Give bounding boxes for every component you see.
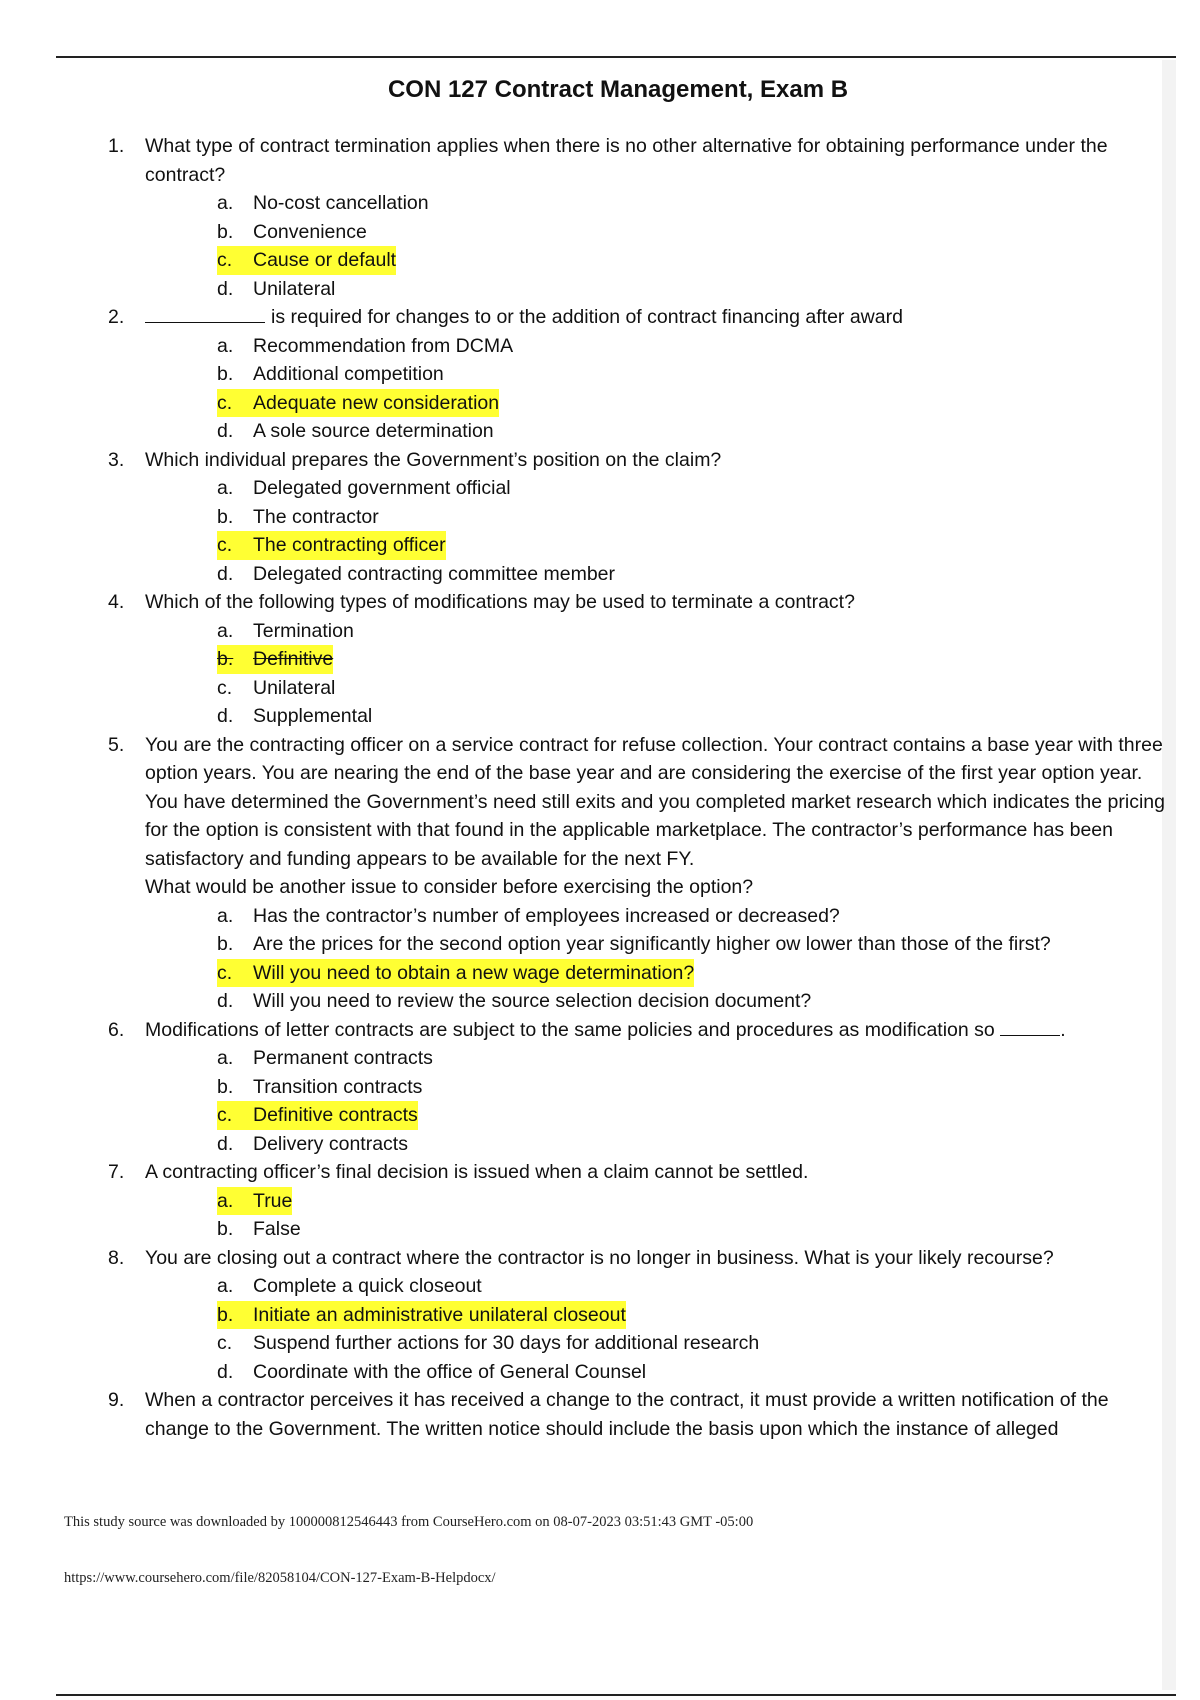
question-number: 6. [108, 1018, 125, 1041]
question-number: 3. [108, 448, 125, 471]
option-d: d. A sole source determination [217, 420, 494, 442]
option-b: b. The contractor [217, 505, 379, 528]
option-d: d. Delegated contracting committee member [217, 562, 615, 585]
option-c: c. Suspend further actions for 30 days for additional research [217, 1332, 760, 1354]
option-d: d. Unilateral [217, 277, 336, 300]
option-d: d. Supplemental [217, 705, 373, 727]
option-c-highlighted-answer: c. The contracting officer [217, 531, 446, 560]
fill-in-blank [145, 321, 265, 323]
option-b-highlighted-answer: b. Initiate an administrative unilateral closeout [217, 1301, 626, 1330]
question-3 [108, 446, 1168, 589]
option-c-highlighted-answer: c. Adequate new consideration [217, 389, 499, 418]
option-b: b. False [217, 1218, 301, 1240]
question-7 [108, 1158, 1168, 1244]
question-list [108, 132, 1168, 1443]
top-rule [56, 56, 1176, 58]
option-b-struck-highlighted: b. Definitive [217, 645, 333, 674]
question-2 [108, 303, 1168, 446]
question-number: 1. [108, 135, 125, 157]
question-number: 4. [108, 591, 125, 613]
option-c: c. Unilateral [217, 676, 336, 699]
option-a-highlighted-answer: a. True [217, 1187, 292, 1216]
question-number: 5. [108, 733, 125, 756]
question-5 [108, 731, 1168, 1016]
download-note: This study source was downloaded by 100000812546443 from CourseHero.com on 08-07-2023 03:51:43 GMT -05:00 [64, 1514, 754, 1530]
option-c-highlighted-answer: c. Cause or default [217, 246, 396, 275]
question-text: Modifications of letter contracts are subject to the same policies and procedures as modification so [145, 1018, 995, 1041]
option-a: a. Permanent contracts [217, 1047, 433, 1069]
question-text: You are closing out a contract where the contractor is no longer in business. What is your likely recourse? [145, 1246, 1054, 1269]
option-a: a. Delegated government official [217, 477, 511, 499]
option-d: d. Will you need to review the source selection decision document? [217, 990, 812, 1012]
bottom-rule [56, 1694, 1176, 1696]
question-text: A contracting officer’s final decision is issued when a claim cannot be settled. [145, 1161, 809, 1183]
question-8 [108, 1244, 1168, 1387]
question-text: When a contractor perceives it has received a change to the contract, it must provide a written notification of the change to the Government. The written notice should include the basis upon which the instance of alleged [145, 1389, 1109, 1440]
question-text: You are the contracting officer on a service contract for refuse collection. Your contract contains a base year with three option years. You are nearing the end of the base year and are considering the exercise of the first year option year. You have determined the Government’s need still exits and you completed market research which indicates the pricing for the option is consistent with that found in the applicable marketplace. The contractor’s performance has been satisfactory and funding appears to be available for the next FY. [145, 733, 1165, 870]
option-a: a. Termination [217, 619, 354, 642]
option-c-highlighted-answer: c. Definitive contracts [217, 1101, 418, 1130]
question-number: 8. [108, 1246, 125, 1269]
question-text-followup: What would be another issue to consider before exercising the option? [145, 876, 754, 898]
question-number: 9. [108, 1389, 125, 1411]
question-text: Which individual prepares the Government’s position on the claim? [145, 448, 722, 471]
question-4 [108, 588, 1168, 731]
question-9 [108, 1386, 1168, 1443]
option-a: a. No-cost cancellation [217, 192, 429, 214]
option-d: d. Delivery contracts [217, 1132, 408, 1155]
question-text: What type of contract termination applies when there is no other alternative for obtaining performance under the contract? [145, 135, 1108, 186]
source-url[interactable]: https://www.coursehero.com/file/82058104/CON-127-Exam-B-Helpdocx/ [64, 1570, 496, 1586]
option-a: a. Has the contractor’s number of employees increased or decreased? [217, 904, 840, 927]
option-a: a. Recommendation from DCMA [217, 334, 514, 357]
fill-in-blank [1000, 1034, 1060, 1036]
question-text: Which of the following types of modifications may be used to terminate a contract? [145, 591, 855, 613]
option-b: b. Transition contracts [217, 1075, 423, 1098]
option-b: b. Additional competition [217, 363, 444, 385]
option-b: b. Convenience [217, 220, 367, 243]
option-a: a. Complete a quick closeout [217, 1275, 482, 1297]
question-6: 6. Modifications of letter contracts are subject to the same policies and procedures as modification so . a. Permanent contracts b. Transition contracts c. Definitive contracts d. Delivery contracts [108, 1016, 1168, 1159]
option-d: d. Coordinate with the office of General Counsel [217, 1360, 647, 1383]
question-1 [108, 132, 1168, 303]
page-title: CON 127 Contract Management, Exam B [387, 76, 849, 103]
question-number: 7. [108, 1161, 125, 1183]
option-b: b. Are the prices for the second option year significantly higher ow lower than those of the first? [217, 933, 1051, 955]
question-number: 2. [108, 306, 125, 328]
question-text: is required for changes to or the addition of contract financing after award [271, 306, 903, 328]
option-c-highlighted-answer: c. Will you need to obtain a new wage determination? [217, 959, 694, 988]
